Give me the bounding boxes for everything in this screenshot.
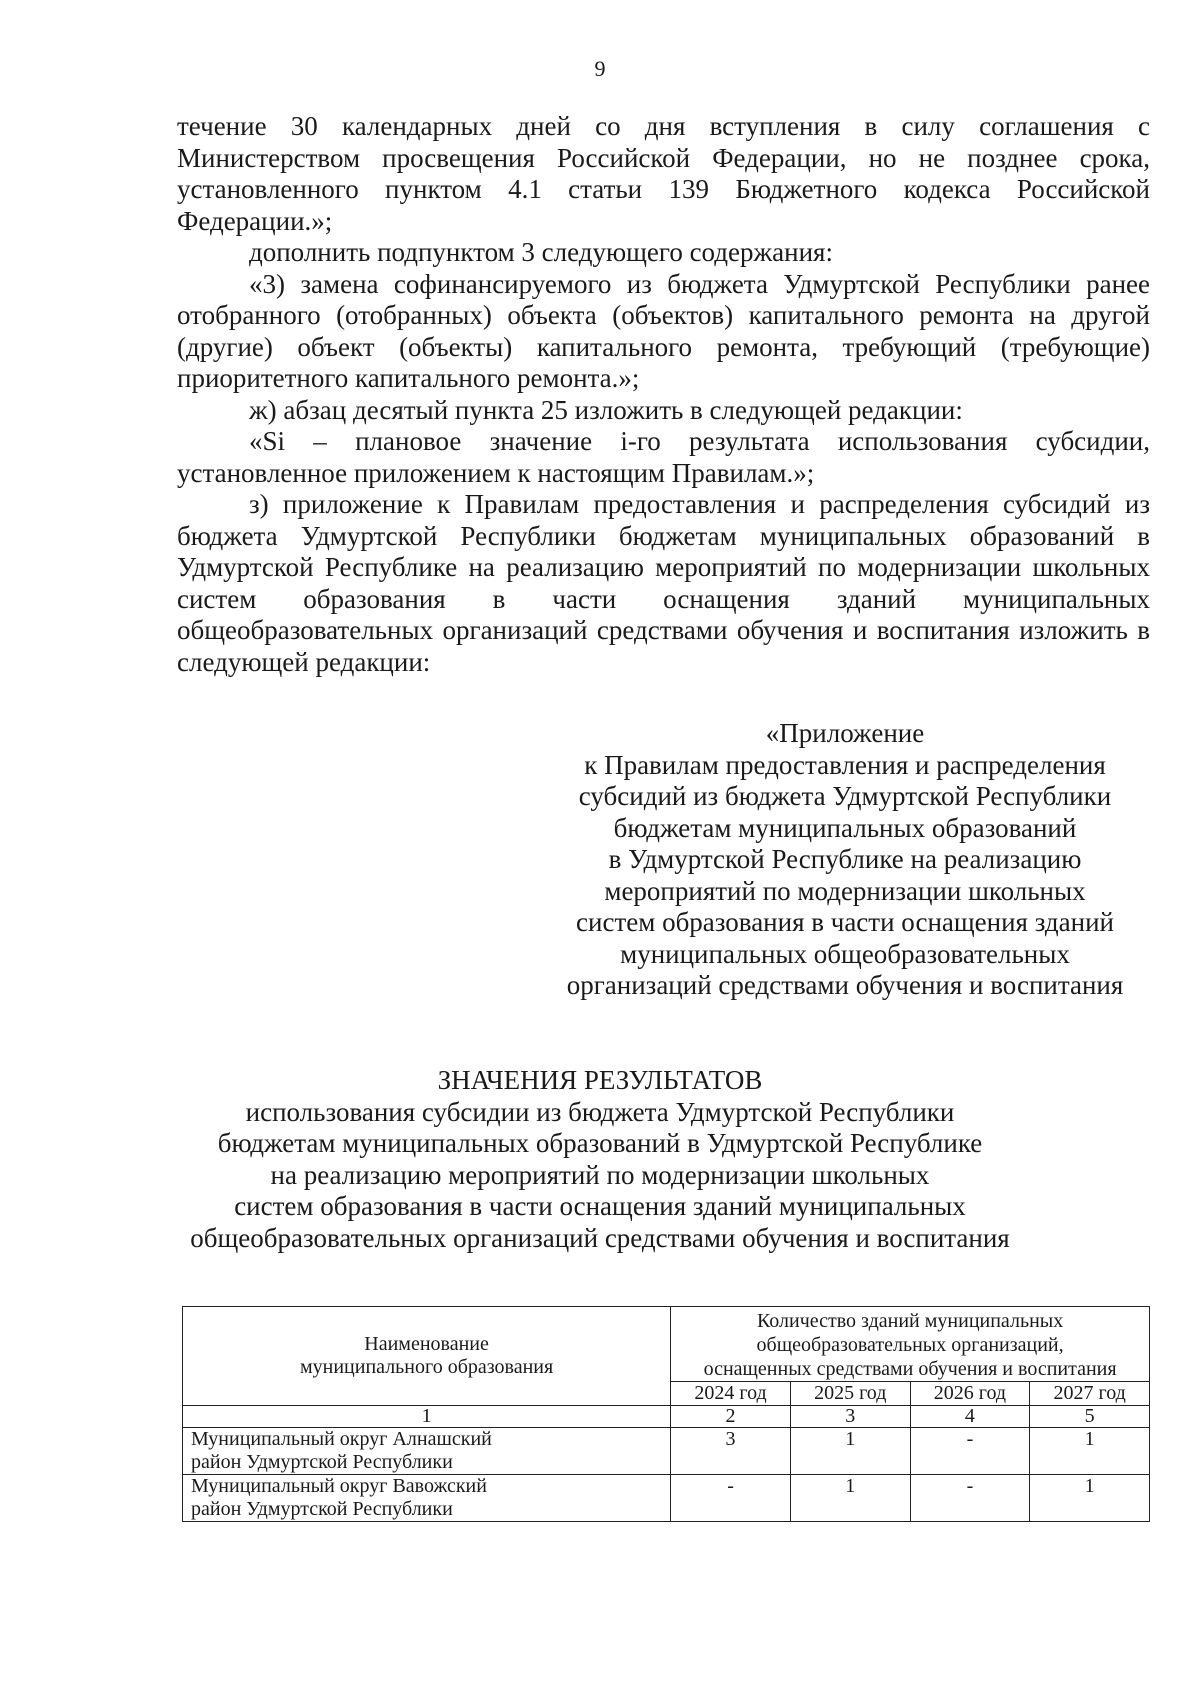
value-cell: - [910, 1428, 1030, 1475]
value-cell: 3 [671, 1428, 791, 1475]
value-cell: - [671, 1475, 791, 1522]
municipality-name-line: Муниципальный округ Алнашский [191, 1428, 492, 1450]
appendix-header-line: бюджетам муниципальных образований [613, 812, 1077, 843]
paragraph: з) приложение к Правилам предоставления и распределения субсидий из бюджета Удмуртской Республики бюджетам муниципальных образований в Удмуртской Республике на реализацию мероприятий по модернизации школьных систем образования в части оснащения зданий муниципальных общеобразовательных организаций средствами обучения и воспитания изложить в следующей редакции: [177, 489, 1150, 677]
document-title [0, 1065, 1200, 1254]
paragraph: «Si – плановое значение i-го результата использования субсидии, установленное приложением к настоящим Правилам.»; [177, 426, 1150, 488]
value-cell: 1 [790, 1475, 910, 1522]
results-table [182, 1306, 1150, 1522]
paragraph: течение 30 календарных дней со дня вступления в силу соглашения с Министерством просвещения Российской Федерации, но не позднее срока, установленного пунктом 4.1 статьи 139 Бюджетного кодекса Российской Федерации.»; [177, 111, 1150, 236]
appendix-header-line: муниципальных общеобразовательных [620, 938, 1070, 969]
municipality-name-line: район Удмуртской Республики [191, 1498, 453, 1520]
title-line: использования субсидии из бюджета Удмуртской Республики [245, 1096, 955, 1127]
column-number: 3 [790, 1406, 910, 1428]
body-text [177, 111, 1150, 678]
appendix-header-line: «Приложение [765, 718, 925, 748]
appendix-header [540, 718, 1150, 1002]
column-header-line: общеобразовательных организаций, [756, 1334, 1064, 1356]
title-line: общеобразовательных организаций средствами обучения и воспитания [190, 1222, 1010, 1253]
paragraph: дополнить подпунктом 3 следующего содержания: [249, 237, 833, 267]
table-row [183, 1475, 1150, 1522]
appendix-header-line: к Правилам предоставления и распределения [584, 749, 1106, 780]
municipality-name-cell [183, 1475, 671, 1522]
column-header-year: 2024 год [671, 1382, 791, 1406]
paragraph: ж) абзац десятый пункта 25 изложить в следующей редакции: [249, 394, 963, 425]
column-number: 5 [1030, 1406, 1150, 1428]
table-header-row [183, 1307, 1150, 1382]
column-number: 2 [671, 1406, 791, 1428]
municipality-name-cell [183, 1428, 671, 1475]
column-header-year: 2027 год [1030, 1382, 1150, 1406]
value-cell: - [910, 1475, 1030, 1522]
column-header-year: 2025 год [790, 1382, 910, 1406]
column-header-line: Количество зданий муниципальных [756, 1310, 1064, 1332]
column-number: 1 [183, 1406, 671, 1428]
column-header-line: Наименование [364, 1333, 489, 1355]
table-row [183, 1428, 1150, 1475]
column-header-buildings-count [671, 1307, 1150, 1382]
appendix-header-line: субсидий из бюджета Удмуртской Республики [578, 781, 1112, 811]
column-number: 4 [910, 1406, 1030, 1428]
appendix-header-line: в Удмуртской Республике на реализацию [608, 844, 1082, 874]
page-number: 9 [594, 56, 606, 81]
municipality-name-line: район Удмуртской Республики [191, 1451, 453, 1473]
municipality-name-line: Муниципальный округ Вавожский [191, 1475, 487, 1497]
appendix-header-line: систем образования в части оснащения зданий [576, 907, 1114, 937]
value-cell: 1 [1030, 1475, 1150, 1522]
title-line: систем образования в части оснащения зданий муниципальных [234, 1191, 966, 1221]
column-header-line: муниципального образования [299, 1356, 554, 1378]
column-header-municipality [183, 1307, 671, 1406]
title-heading: ЗНАЧЕНИЯ РЕЗУЛЬТАТОВ [437, 1065, 763, 1095]
column-header-year: 2026 год [910, 1382, 1030, 1406]
paragraph: «3) замена софинансируемого из бюджета Удмуртской Республики ранее отобранного (отобранных) объекта (объектов) капитального ремонта на другой (другие) объект (объекты) капитального ремонта, требующий (требующие) приоритетного капитального ремонта.»; [177, 268, 1150, 393]
value-cell: 1 [1030, 1428, 1150, 1475]
appendix-header-line: организаций средствами обучения и воспитания [566, 970, 1124, 1000]
column-number-row [183, 1406, 1150, 1428]
value-cell: 1 [790, 1428, 910, 1475]
title-line: бюджетам муниципальных образований в Удмуртской Республике [217, 1128, 983, 1158]
column-header-line: оснащенных средствами обучения и воспитания [703, 1358, 1117, 1380]
title-line: на реализацию мероприятий по модернизации школьных [270, 1159, 930, 1190]
appendix-header-line: мероприятий по модернизации школьных [604, 875, 1086, 906]
